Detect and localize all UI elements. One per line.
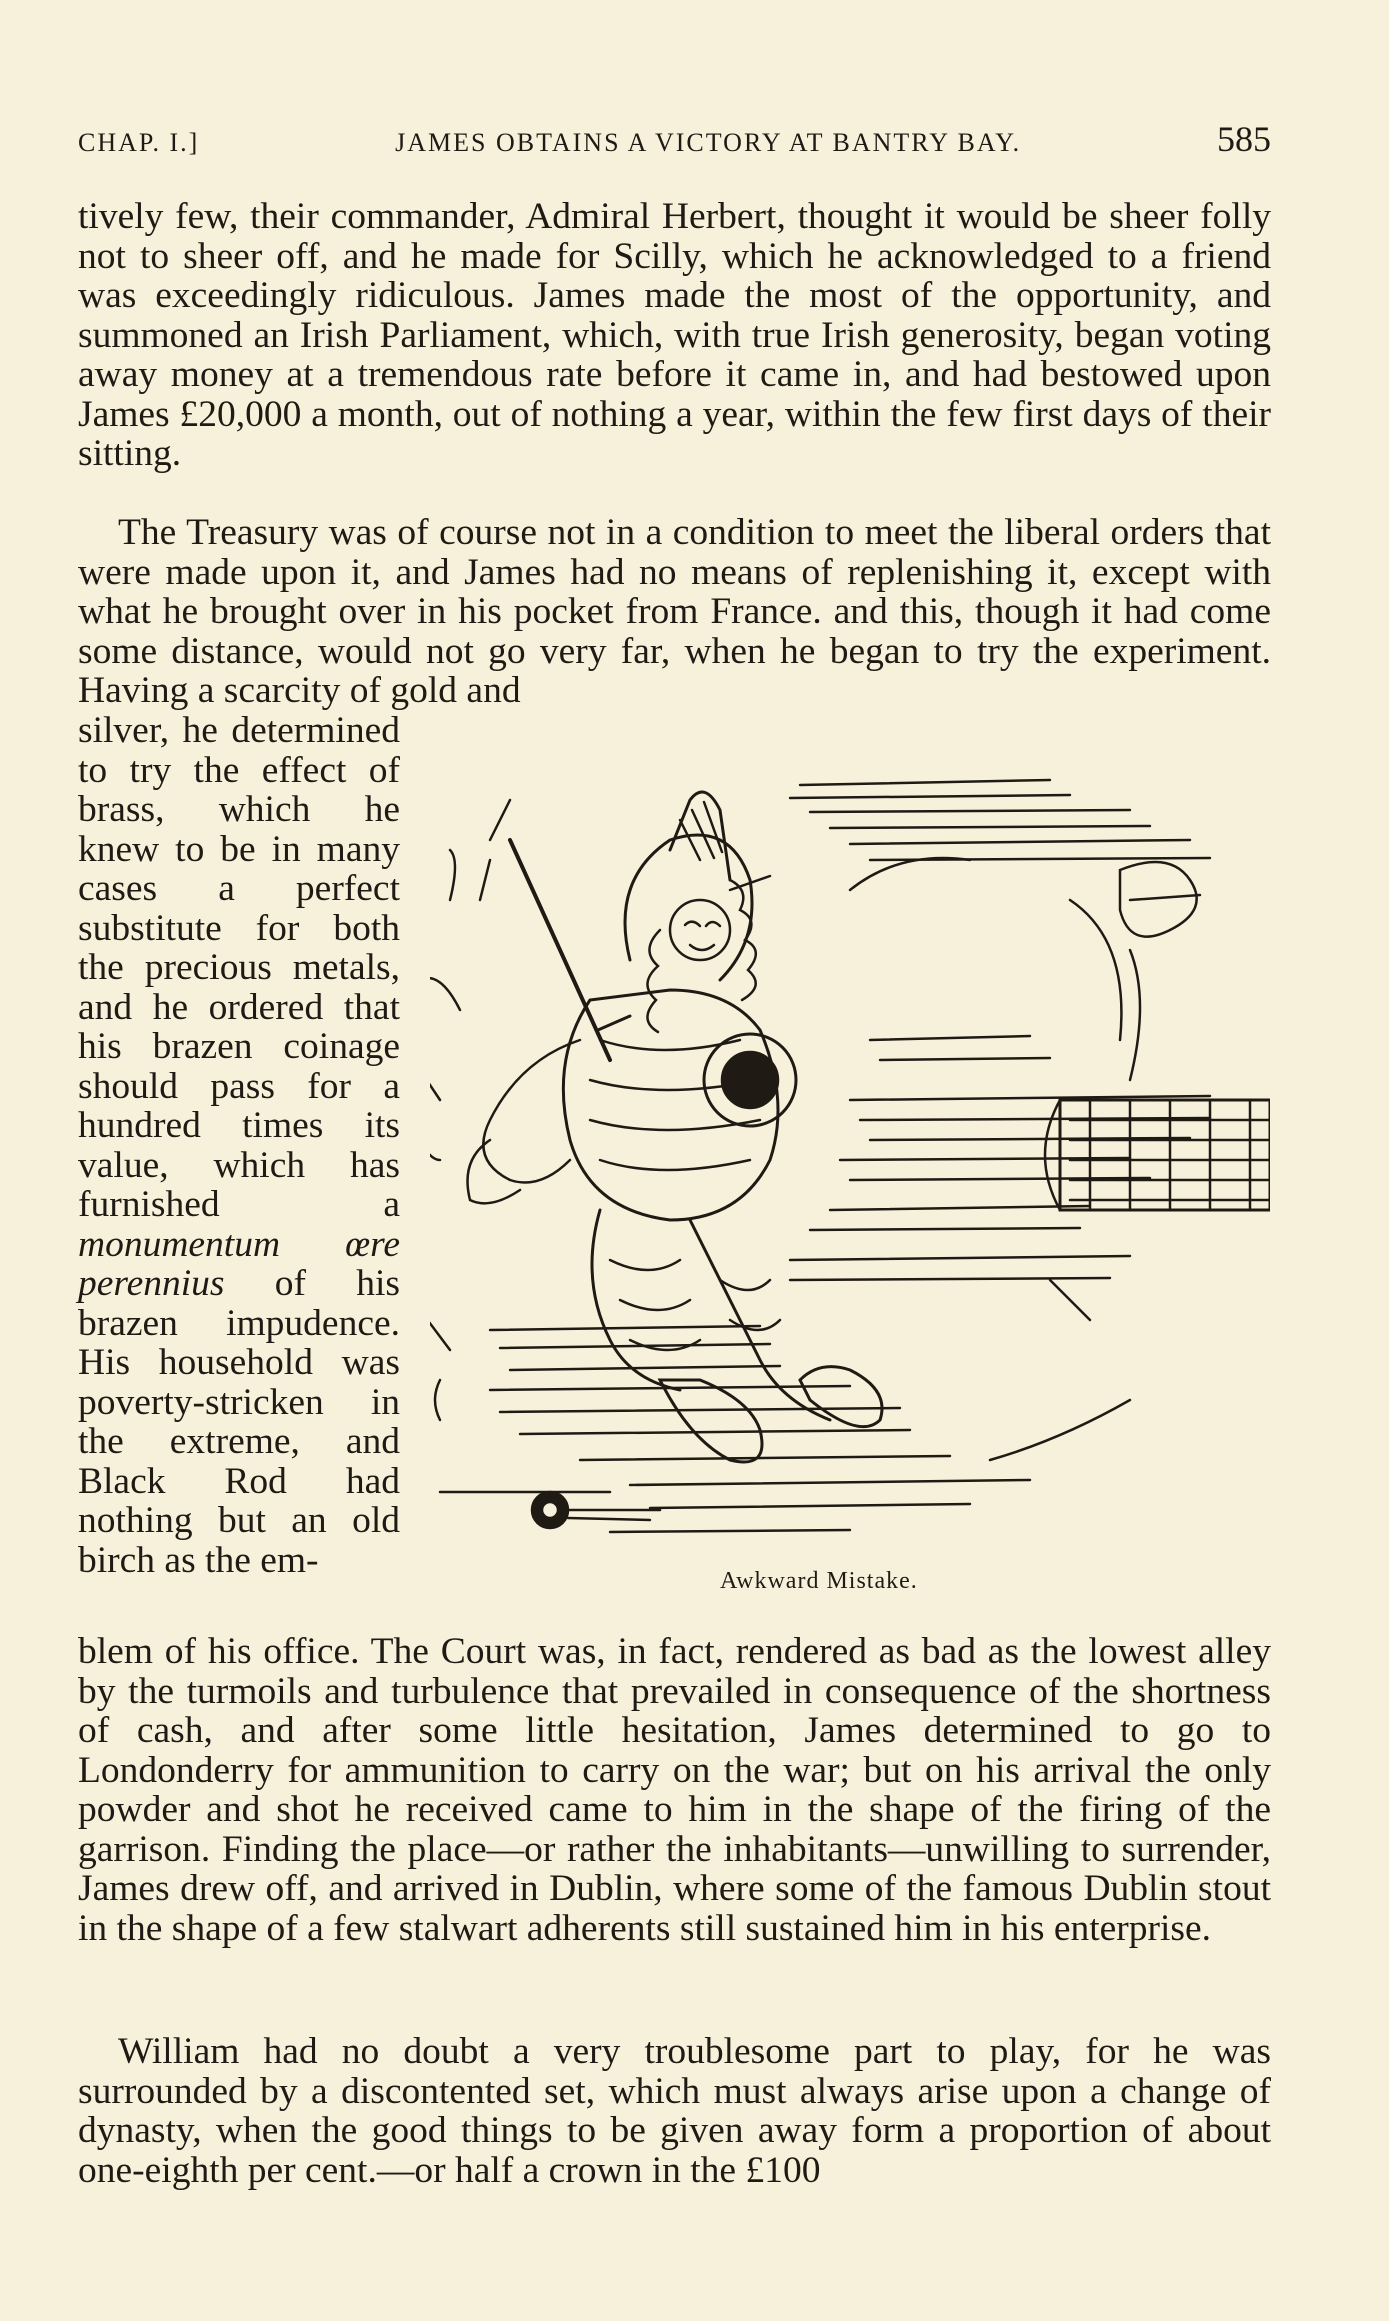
latin-phrase: monumentum œre perennius bbox=[78, 1223, 400, 1304]
paragraph-1: tively few, their commander, Admiral Herbert, thought it would be sheer folly not to sheer off, and he made for Scilly, which he acknowledged to a friend was exceedingly ridiculous. James made the most of the opportunity, and summoned an Irish Parliament, which, with true Irish generosity, began voting away money at a tremendous rate before it came in, and had bestowed upon James £20,000 a month, out of nothing a year, within the few first days of their sitting. bbox=[78, 196, 1271, 474]
chapter-label: CHAP. I.] bbox=[78, 128, 200, 157]
illustration-caption: Awkward Mistake. bbox=[720, 1568, 918, 1594]
page-number: 585 bbox=[1216, 119, 1271, 159]
wrapped-text-column bbox=[78, 711, 400, 1580]
paragraph-3: blem of his office. The Court was, in fact, rendered as bad as the lowest alley by the turmoils and turbulence that prevailed in consequence of the shortness of cash, and after some little hesitation, James determined to go to Londonderry for ammunition to carry on the war; but on his arrival the only powder and shot he received came to him in the shape of the firing of the garrison. Finding the place—or rather the inhabitants—unwilling to surrender, James drew off, and arrived in Dublin, where some of the famous Dublin stout in the shape of a few stalwart adherents still sustained him in his enterprise. bbox=[78, 1631, 1271, 1949]
running-header bbox=[78, 118, 1271, 158]
awkward-mistake-illustration bbox=[430, 740, 1270, 1560]
paragraph-4: William had no doubt a very troublesome part to play, for he was surrounded by a discontented set, which must always arise upon a change of dynasty, when the good things to be given away form a proportion of about one-eighth per cent.—or half a crown in the £100 bbox=[78, 2031, 1271, 2191]
running-title: JAMES OBTAINS A VICTORY AT BANTRY BAY. bbox=[395, 128, 1022, 157]
paragraph-2: The Treasury was of course not in a condition to meet the liberal orders that were made upon it, and James had no means of replenishing it, except with what he brought over in his pocket from France. and this, though it had come some distance, would not go very far, when he began to try the experiment. Having a scarcity of gold and bbox=[78, 512, 1271, 711]
wrapped-text-b: of his brazen impudence. His household was poverty-stricken in the extreme, and Black Rod had nothing but an old birch as the em- bbox=[78, 1263, 401, 1581]
wrapped-text-a: silver, he determined to try the effect of brass, which he knew to be in many cases a perfect substitute for both the precious metals, and he ordered that his brazen coinage should pass for a hundred times its value, which has furnished a bbox=[78, 710, 400, 1225]
